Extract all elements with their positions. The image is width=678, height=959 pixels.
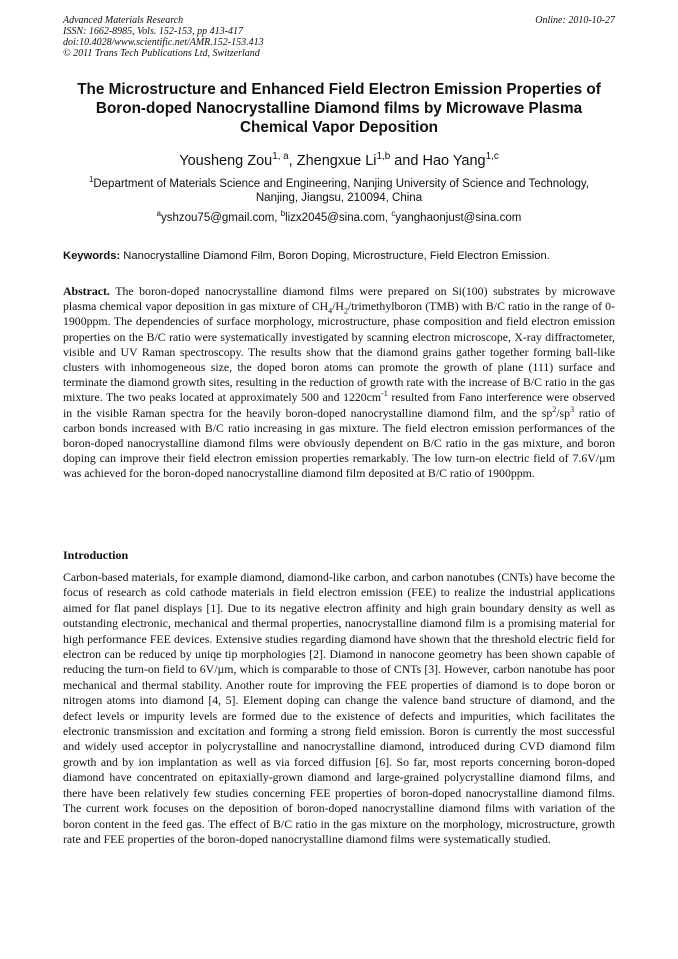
affiliation	[63, 177, 615, 205]
author-affil-mark: 1,c	[485, 151, 499, 163]
author-affil-mark: 1, a	[272, 151, 289, 163]
email-address: yshzou75@gmail.com,	[161, 212, 281, 224]
online-date: Online: 2010-10-27	[535, 15, 615, 26]
introduction-body	[63, 570, 615, 847]
journal-header	[63, 15, 615, 59]
copyright-line: © 2011 Trans Tech Publications Ltd, Switzerland	[63, 48, 260, 59]
abstract-label: Abstract.	[63, 284, 110, 298]
title-line: Boron-doped Nanocrystalline Diamond films by Microwave Plasma	[95, 100, 583, 117]
affiliation-line: Nanjing, Jiangsu, 210094, China	[255, 192, 423, 204]
author-name: Yousheng Zou	[179, 153, 273, 169]
keywords-text: Nanocrystalline Diamond Film, Boron Doping, Microstructure, Field Electron Emission.	[120, 250, 550, 262]
keywords	[63, 249, 623, 263]
author-emails	[63, 211, 615, 225]
author-name: Zhengxue Li	[296, 153, 377, 169]
email-mark: b	[280, 209, 286, 219]
abstract	[63, 284, 615, 482]
author-separator: and	[390, 153, 423, 169]
author-affil-mark: 1,b	[376, 151, 391, 163]
affiliation-mark: 1	[89, 175, 94, 185]
keywords-label: Keywords:	[63, 250, 121, 262]
doi-line: doi:10.4028/www.scientific.net/AMR.152-153.413	[63, 37, 264, 48]
email-address: yanghaonjust@sina.com	[395, 212, 522, 224]
author-name: Hao Yang	[422, 153, 486, 169]
title-line: The Microstructure and Enhanced Field Electron Emission Properties of	[77, 81, 601, 98]
introduction-paragraph: Carbon-based materials, for example diamond, diamond-like carbon, and carbon nanotubes (CNTs) have become the focus of research as cold cathode materials in field electron emission (FEE) to realize the industrial applications aimed for flat panel displays [1]. Due to its negative electron affinity and high grain boundary density as well as outstanding electronic, mechanical and thermal properties, nanocrystalline diamond film is a promising material for high performance FEE devices. Extensive studies regarding diamond have shown that the threshold electric field for electron can be reduced by uniqe tip morphologies [2]. Diamond in nanocone geometry has been shown capable of reducing the turn-on field to 6V/µm, which is comparable to those of CNTs [3]. However, carbon nanotube has poor mechanical and thermal stability. Another route for improving the FEE properties of diamond is to dope boron or nitrogen atoms into diamond [4, 5]. Element doping can change the valence band structure of diamond, and the defect levels or impurity levels are formed due to the existence of defects and impurities, which facilitates the electronic transmission and excitation and forming a strong field emission. Boron is currently the most successful and widely used acceptor in polycrystalline and nanocrystalline diamond, introduced during CVD diamond film growth and by ion implantation as well as via forced diffusion [6]. So far, most reports concerning boron-doped diamond have concentrated on epitaxially-grown diamond and large-grained polycrystalline diamond films, and there have been relatively few studies concerning FEE properties of boron-doped nanocrystalline diamond films. The current work focuses on the deposition of boron-doped nanocrystalline diamond films with variation of the boron content in the feed gas. The effect of B/C ratio in the gas mixture on the morphology, microstructure, growth rate and FEE properties of the boron-doped nanocrystalline diamond films were systematically studied.	[63, 570, 615, 846]
paper-title	[50, 80, 628, 137]
title-line: Chemical Vapor Deposition	[239, 119, 439, 136]
affiliation-line: $^1$Department of Materials Science and Engineering, Nanjing University of Science and Technology,	[89, 175, 589, 190]
section-heading: Introduction	[63, 548, 129, 562]
abstract-paragraph: Abstract. The boron-doped nanocrystalline diamond films were prepared on Si(100) substrates by microwave plasma chemical vapor deposition in gas mixture of $CH_4/H_2$/trimethylboron (TMB) with B/C ratio in the range of 0-1900ppm. The dependencies of surface morphology, microstructure, phase composition and field electron emission properties on the B/C ratio were systematically investigated by scanning electron microscope, X-ray diffractometer, visible and UV Raman spectroscopy. The results show that the diamond grains gather together forming ball-like clusters with inhomogeneous size, the doped boron atoms can promote the growth of plane (111) surface and terminate the diamond growth sites, resulting in the reduction of growth rate with the increase of B/C ratio in the gas mixture. The two peaks located at approximately 500 and $1220cm^{-1}$ resulted from Fano interference were observed in the visible Raman spectra for the heavily boron-doped nanocrystalline diamond film, and the $sp^2/sp^3$ ratio of carbon bonds increased with B/C ratio increasing in gas mixture. The field electron emission performances of the boron-doped nanocrystalline diamond films were obviously dependent on B/C ratio in the gas mixture, and boron doping can improve their field electron emission properties remarkably. The low turn-on electric field of 7.6V/µm was achieved for the boron-doped nanocrystalline diamond film deposited at B/C ratio of 1900ppm.	[63, 284, 615, 481]
issn-line: ISSN: 1662-8985, Vols. 152-153, pp 413-417	[63, 26, 243, 37]
author-list	[50, 152, 628, 170]
email-mark: a	[156, 209, 161, 219]
email-address: lizx2045@sina.com,	[285, 212, 392, 224]
journal-name: Advanced Materials Research	[63, 15, 184, 26]
email-mark: c	[391, 209, 396, 219]
author-separator: ,	[288, 153, 297, 169]
